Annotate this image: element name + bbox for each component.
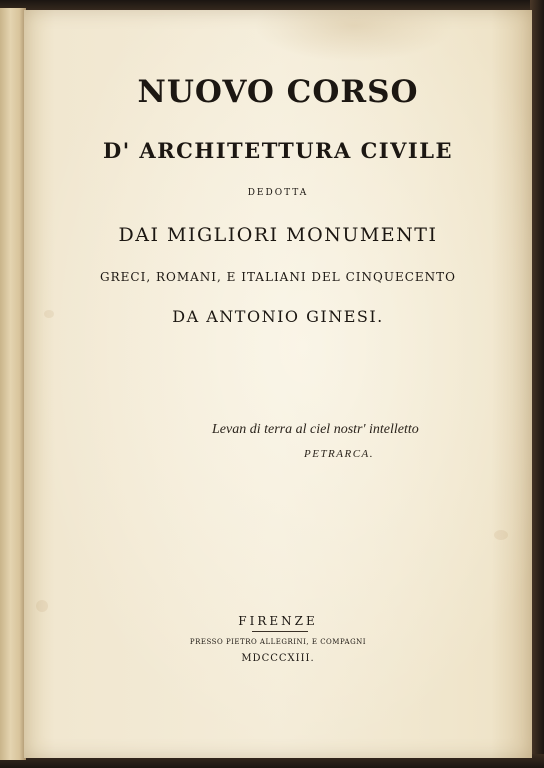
book-cover-edge-right	[530, 0, 544, 768]
book-title: NUOVO CORSO	[137, 74, 419, 110]
facing-page-edge	[0, 8, 26, 760]
imprint-printer: PRESSO PIETRO ALLEGRINI, E COMPAGNI	[189, 638, 367, 646]
paper-stain	[254, 10, 454, 62]
epigraph-quote: Levan di terra al ciel nostr' intelletto	[212, 422, 419, 437]
imprint-year: MDCCCXIII.	[241, 653, 315, 664]
imprint-city: FIRENZE	[238, 614, 318, 628]
foxing-spot	[36, 600, 48, 612]
imprint-divider	[252, 631, 308, 632]
author-line: DA ANTONIO GINESI.	[172, 307, 384, 326]
connector-word: DEDOTTA	[247, 188, 309, 198]
source-line-1: DAI MIGLIORI MONUMENTI	[118, 224, 438, 246]
title-page	[24, 10, 532, 758]
source-line-2: GRECI, ROMANI, E ITALIANI DEL CINQUECENTO	[100, 270, 456, 284]
book-subtitle: D' ARCHITETTURA CIVILE	[102, 138, 453, 163]
foxing-spot	[494, 530, 508, 540]
epigraph-attribution: PETRARCA.	[304, 448, 375, 460]
